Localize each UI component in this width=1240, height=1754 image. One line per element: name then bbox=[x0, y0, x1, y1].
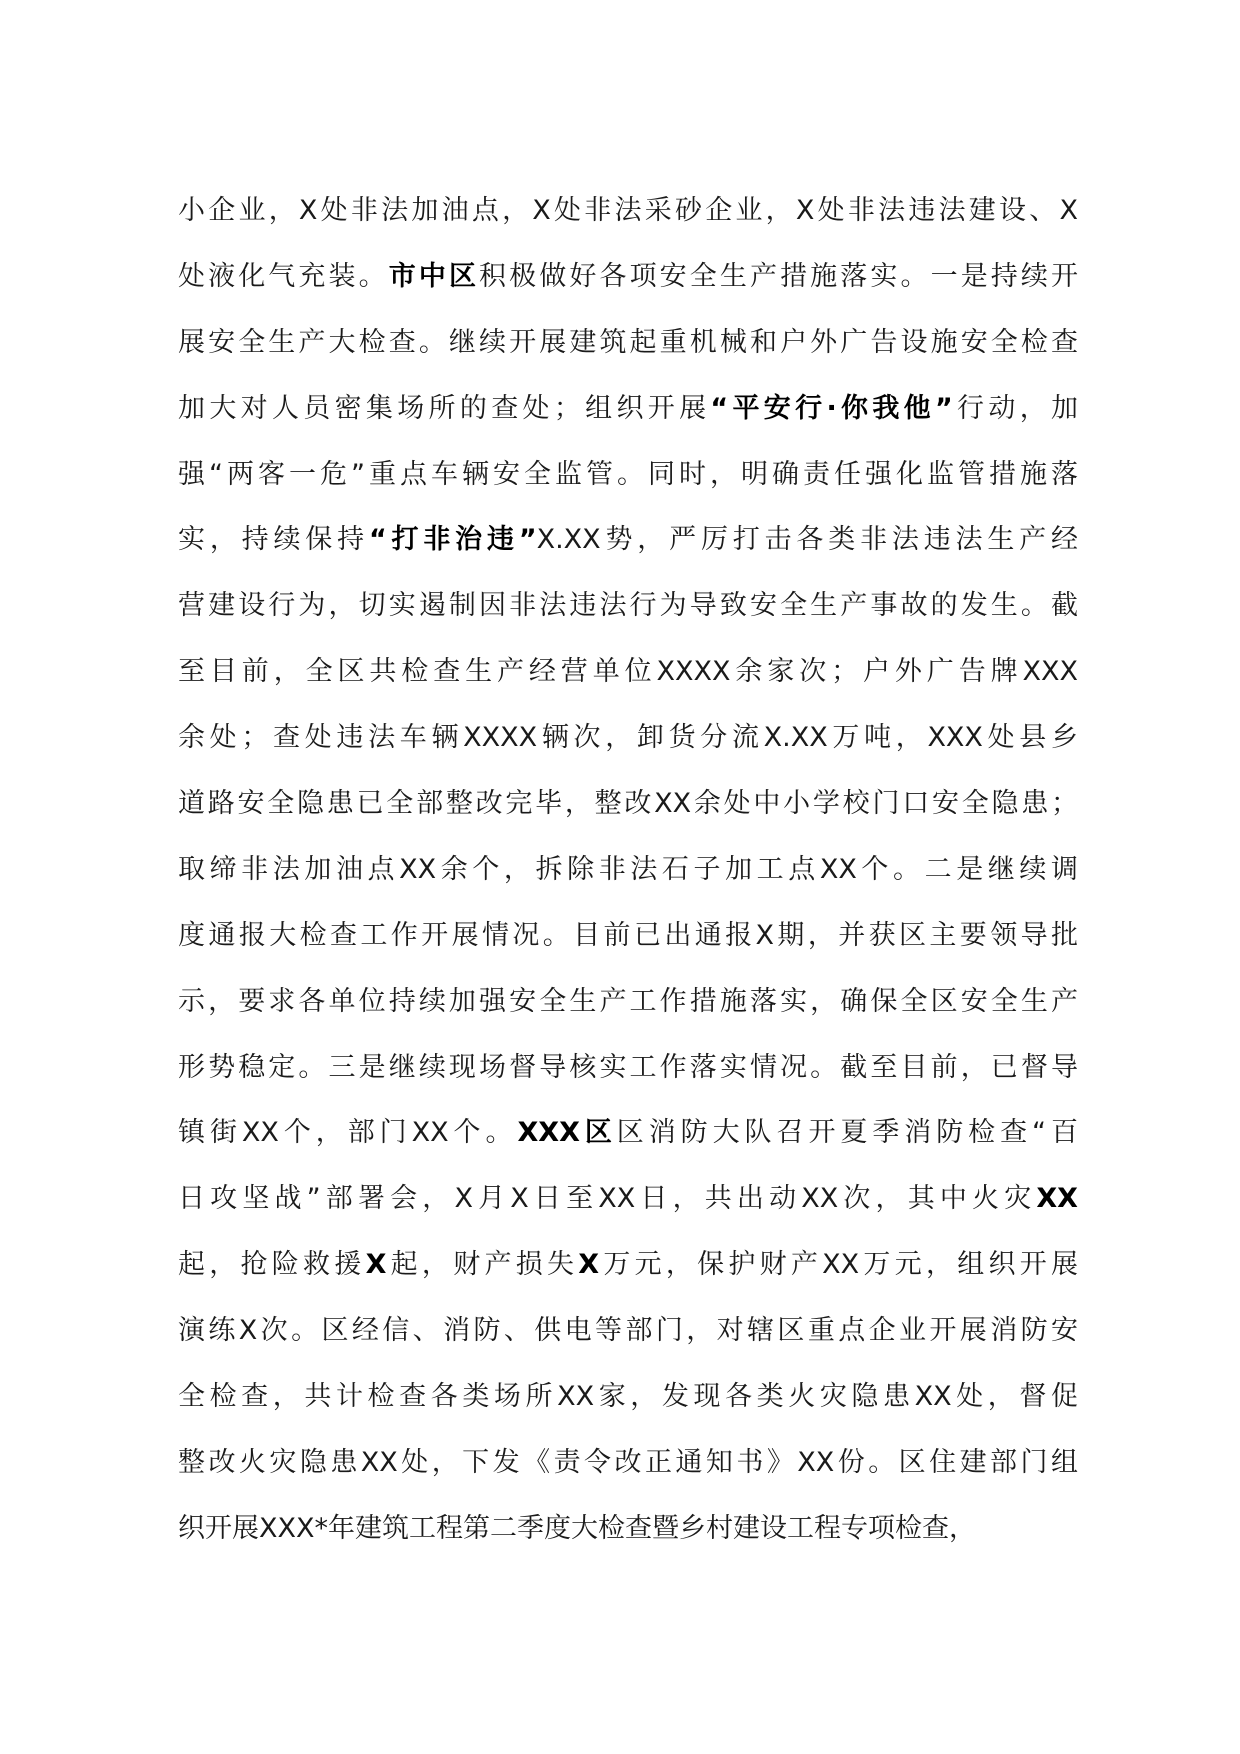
paragraph-line bbox=[178, 846, 1078, 912]
text-run: 行动，加 bbox=[952, 392, 1079, 424]
paragraph-line bbox=[178, 978, 1078, 1044]
text-run: 强“两客一危”重点车辆安全监管。同时，明确责任强化监管措施落 bbox=[178, 458, 1078, 490]
text-run: X.XX势，严厉打击各类非法违法生产经 bbox=[536, 524, 1079, 556]
paragraph-line bbox=[178, 1175, 1078, 1241]
text-run: 区消防大队召开夏季消防检查“百 bbox=[616, 1117, 1078, 1149]
bold-text-run: XXX区 bbox=[517, 1117, 617, 1149]
bold-text-run: “打非治违” bbox=[368, 524, 537, 556]
paragraph-line bbox=[178, 385, 1078, 451]
text-run: 营建设行为，切实遏制因非法违法行为导致安全生产事故的发生。截 bbox=[178, 590, 1078, 622]
paragraph-line bbox=[178, 319, 1078, 385]
text-run: 道路安全隐患已全部整改完毕，整改XX余处中小学校门口安全隐患； bbox=[178, 788, 1078, 820]
document-body bbox=[178, 187, 1078, 1571]
text-run: 处液化气充装。 bbox=[178, 260, 389, 292]
text-run: 起，财产损失 bbox=[386, 1249, 579, 1281]
paragraph-line bbox=[178, 1439, 1078, 1505]
paragraph-line bbox=[178, 516, 1078, 582]
paragraph-line bbox=[178, 780, 1078, 846]
paragraph-line bbox=[178, 253, 1078, 319]
paragraph-line bbox=[178, 1109, 1078, 1175]
text-run: 取缔非法加油点XX余个，拆除非法石子加工点XX个。二是继续调 bbox=[178, 853, 1078, 885]
text-run: 起，抢险救援 bbox=[178, 1249, 366, 1281]
text-run: 积极做好各项安全生产措施落实。一是持续开 bbox=[479, 260, 1079, 292]
text-run: 加大对人员密集场所的查处；组织开展 bbox=[178, 392, 711, 424]
bold-text-run: 市中区 bbox=[388, 260, 480, 292]
paragraph-line bbox=[178, 648, 1078, 714]
text-run: 示，要求各单位持续加强安全生产工作措施落实，确保全区安全生产 bbox=[178, 985, 1078, 1017]
text-run: 小企业，X处非法加油点，X处非法采砂企业，X处非法违法建设、X bbox=[178, 195, 1078, 226]
text-run: 日攻坚战”部署会，X月X日至XX日，共出动XX次，其中火灾 bbox=[178, 1183, 1037, 1215]
paragraph-line bbox=[178, 1505, 1078, 1571]
paragraph-line bbox=[178, 912, 1078, 978]
bold-text-run: X bbox=[365, 1249, 387, 1281]
paragraph-line bbox=[178, 1044, 1078, 1110]
paragraph-line bbox=[178, 1307, 1078, 1373]
paragraph-line bbox=[178, 582, 1078, 648]
paragraph-line bbox=[178, 451, 1078, 517]
text-run: 整改火灾隐患XX处，下发《责令改正通知书》XX份。区住建部门组 bbox=[178, 1446, 1078, 1478]
bold-text-run: XX bbox=[1036, 1183, 1078, 1215]
text-run: 万元，保护财产XX万元，组织开展 bbox=[599, 1249, 1079, 1281]
text-run: 形势稳定。三是继续现场督导核实工作落实情况。截至目前，已督导 bbox=[178, 1051, 1078, 1083]
text-run: 余处；查处违法车辆XXXX辆次，卸货分流X.XX万吨，XXX处县乡 bbox=[178, 722, 1078, 754]
text-run: 织开展XXX*年建筑工程第二季度大检查暨乡村建设工程专项检查， bbox=[178, 1512, 976, 1544]
paragraph-line bbox=[178, 1241, 1078, 1307]
paragraph-line bbox=[178, 187, 1078, 253]
bold-text-run: “平安行·你我他” bbox=[710, 392, 953, 424]
paragraph-line bbox=[178, 1373, 1078, 1439]
text-run: 镇街XX个，部门XX个。 bbox=[178, 1117, 518, 1149]
text-run: 演练X次。区经信、消防、供电等部门，对辖区重点企业开展消防安 bbox=[178, 1315, 1078, 1347]
text-run: 至目前，全区共检查生产经营单位XXXX余家次；户外广告牌XXX bbox=[178, 656, 1078, 688]
text-run: 度通报大检查工作开展情况。目前已出通报X期，并获区主要领导批 bbox=[178, 919, 1078, 951]
text-run: 实，持续保持 bbox=[178, 524, 369, 556]
paragraph-line bbox=[178, 714, 1078, 780]
text-run: 全检查，共计检查各类场所XX家，发现各类火灾隐患XX处，督促 bbox=[178, 1381, 1078, 1413]
bold-text-run: X bbox=[578, 1249, 600, 1281]
text-run: 展安全生产大检查。继续开展建筑起重机械和户外广告设施安全检查 bbox=[178, 326, 1078, 358]
